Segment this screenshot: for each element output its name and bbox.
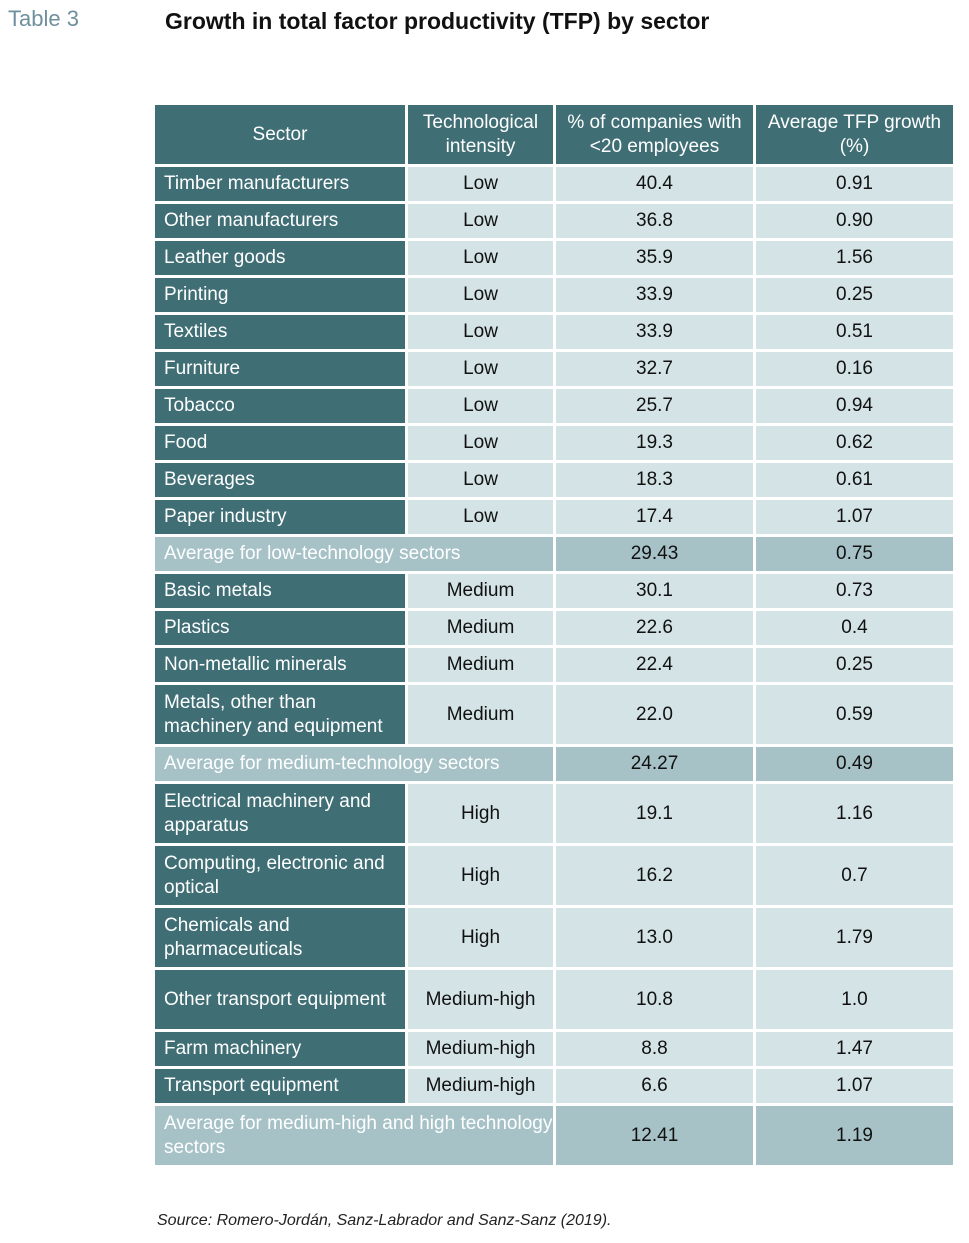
average-row [155, 537, 953, 571]
tfp-cell: 1.47 [756, 1032, 953, 1066]
average-pct-small: 29.43 [556, 537, 753, 571]
table-row [155, 204, 953, 238]
table-row [155, 241, 953, 275]
column-header-sector: Sector [155, 105, 405, 164]
average-tfp: 1.19 [756, 1106, 953, 1165]
tfp-cell: 1.56 [756, 241, 953, 275]
sector-cell: Food [155, 426, 405, 460]
intensity-cell: Low [408, 204, 553, 238]
intensity-cell: Low [408, 500, 553, 534]
pct-small-cell: 19.1 [556, 784, 753, 843]
table-row [155, 167, 953, 201]
table-row [155, 908, 953, 967]
table-body [155, 167, 953, 1165]
pct-small-cell: 32.7 [556, 352, 753, 386]
average-pct-small: 12.41 [556, 1106, 753, 1165]
sector-cell: Textiles [155, 315, 405, 349]
sector-cell: Other transport equipment [155, 970, 405, 1029]
table-row [155, 389, 953, 423]
intensity-cell: Medium [408, 648, 553, 682]
tfp-cell: 0.51 [756, 315, 953, 349]
pct-small-cell: 33.9 [556, 278, 753, 312]
intensity-cell: Medium [408, 611, 553, 645]
sector-cell: Paper industry [155, 500, 405, 534]
tfp-cell: 1.07 [756, 1069, 953, 1103]
tfp-cell: 0.16 [756, 352, 953, 386]
intensity-cell: Medium-high [408, 970, 553, 1029]
column-header-pct-small: % of companies with <20 employees [556, 105, 753, 164]
average-tfp: 0.49 [756, 747, 953, 781]
sector-cell: Computing, electronic and optical [155, 846, 405, 905]
sector-cell: Furniture [155, 352, 405, 386]
pct-small-cell: 16.2 [556, 846, 753, 905]
intensity-cell: Low [408, 426, 553, 460]
average-label: Average for low-technology sectors [155, 537, 553, 571]
sector-cell: Beverages [155, 463, 405, 497]
sector-cell: Metals, other than machinery and equipment [155, 685, 405, 744]
tfp-cell: 1.16 [756, 784, 953, 843]
table-row [155, 611, 953, 645]
pct-small-cell: 35.9 [556, 241, 753, 275]
intensity-cell: Low [408, 352, 553, 386]
table-row [155, 315, 953, 349]
sector-cell: Timber manufacturers [155, 167, 405, 201]
sector-cell: Electrical machinery and apparatus [155, 784, 405, 843]
pct-small-cell: 17.4 [556, 500, 753, 534]
intensity-cell: Low [408, 389, 553, 423]
intensity-cell: Medium [408, 574, 553, 608]
average-label: Average for medium-high and high technology sectors [155, 1106, 553, 1165]
tfp-cell: 0.25 [756, 648, 953, 682]
intensity-cell: Medium-high [408, 1032, 553, 1066]
pct-small-cell: 19.3 [556, 426, 753, 460]
tfp-cell: 0.62 [756, 426, 953, 460]
intensity-cell: Medium [408, 685, 553, 744]
table-row [155, 426, 953, 460]
pct-small-cell: 10.8 [556, 970, 753, 1029]
intensity-cell: High [408, 908, 553, 967]
intensity-cell: Medium-high [408, 1069, 553, 1103]
pct-small-cell: 6.6 [556, 1069, 753, 1103]
pct-small-cell: 8.8 [556, 1032, 753, 1066]
sector-cell: Farm machinery [155, 1032, 405, 1066]
pct-small-cell: 13.0 [556, 908, 753, 967]
tfp-cell: 0.73 [756, 574, 953, 608]
pct-small-cell: 25.7 [556, 389, 753, 423]
tfp-cell: 0.59 [756, 685, 953, 744]
intensity-cell: High [408, 784, 553, 843]
table-row [155, 574, 953, 608]
table-row [155, 846, 953, 905]
tfp-cell: 0.90 [756, 204, 953, 238]
table-label: Table 3 [8, 6, 79, 31]
pct-small-cell: 18.3 [556, 463, 753, 497]
intensity-cell: Low [408, 278, 553, 312]
intensity-cell: High [408, 846, 553, 905]
pct-small-cell: 33.9 [556, 315, 753, 349]
average-row [155, 1106, 953, 1165]
table-row [155, 970, 953, 1029]
sector-cell: Printing [155, 278, 405, 312]
tfp-cell: 1.07 [756, 500, 953, 534]
sector-cell: Tobacco [155, 389, 405, 423]
average-pct-small: 24.27 [556, 747, 753, 781]
source-note: Source: Romero-Jordán, Sanz-Labrador and Sanz-Sanz (2019). [157, 1212, 612, 1229]
pct-small-cell: 40.4 [556, 167, 753, 201]
sector-cell: Plastics [155, 611, 405, 645]
table-title: Growth in total factor productivity (TFP) by sector [165, 8, 710, 34]
header-row [155, 105, 953, 164]
table-row [155, 1069, 953, 1103]
pct-small-cell: 22.0 [556, 685, 753, 744]
intensity-cell: Low [408, 463, 553, 497]
table-row [155, 685, 953, 744]
sector-cell: Chemicals and pharmaceuticals [155, 908, 405, 967]
tfp-cell: 0.91 [756, 167, 953, 201]
tfp-cell: 0.4 [756, 611, 953, 645]
pct-small-cell: 22.4 [556, 648, 753, 682]
average-label: Average for medium-technology sectors [155, 747, 553, 781]
sector-cell: Basic metals [155, 574, 405, 608]
tfp-cell: 0.25 [756, 278, 953, 312]
intensity-cell: Low [408, 167, 553, 201]
sector-cell: Transport equipment [155, 1069, 405, 1103]
table-row [155, 278, 953, 312]
average-tfp: 0.75 [756, 537, 953, 571]
average-row [155, 747, 953, 781]
intensity-cell: Low [408, 315, 553, 349]
tfp-cell: 1.79 [756, 908, 953, 967]
column-header-tfp: Average TFP growth (%) [756, 105, 953, 164]
sector-cell: Other manufacturers [155, 204, 405, 238]
table-row [155, 463, 953, 497]
pct-small-cell: 36.8 [556, 204, 753, 238]
table-row [155, 500, 953, 534]
column-header-intensity: Technological intensity [408, 105, 553, 164]
tfp-cell: 0.61 [756, 463, 953, 497]
tfp-table [152, 102, 956, 1168]
table-row [155, 648, 953, 682]
intensity-cell: Low [408, 241, 553, 275]
pct-small-cell: 30.1 [556, 574, 753, 608]
tfp-cell: 0.94 [756, 389, 953, 423]
table-row [155, 352, 953, 386]
table-row [155, 1032, 953, 1066]
sector-cell: Non-metallic minerals [155, 648, 405, 682]
tfp-cell: 0.7 [756, 846, 953, 905]
pct-small-cell: 22.6 [556, 611, 753, 645]
table-row [155, 784, 953, 843]
sector-cell: Leather goods [155, 241, 405, 275]
tfp-cell: 1.0 [756, 970, 953, 1029]
